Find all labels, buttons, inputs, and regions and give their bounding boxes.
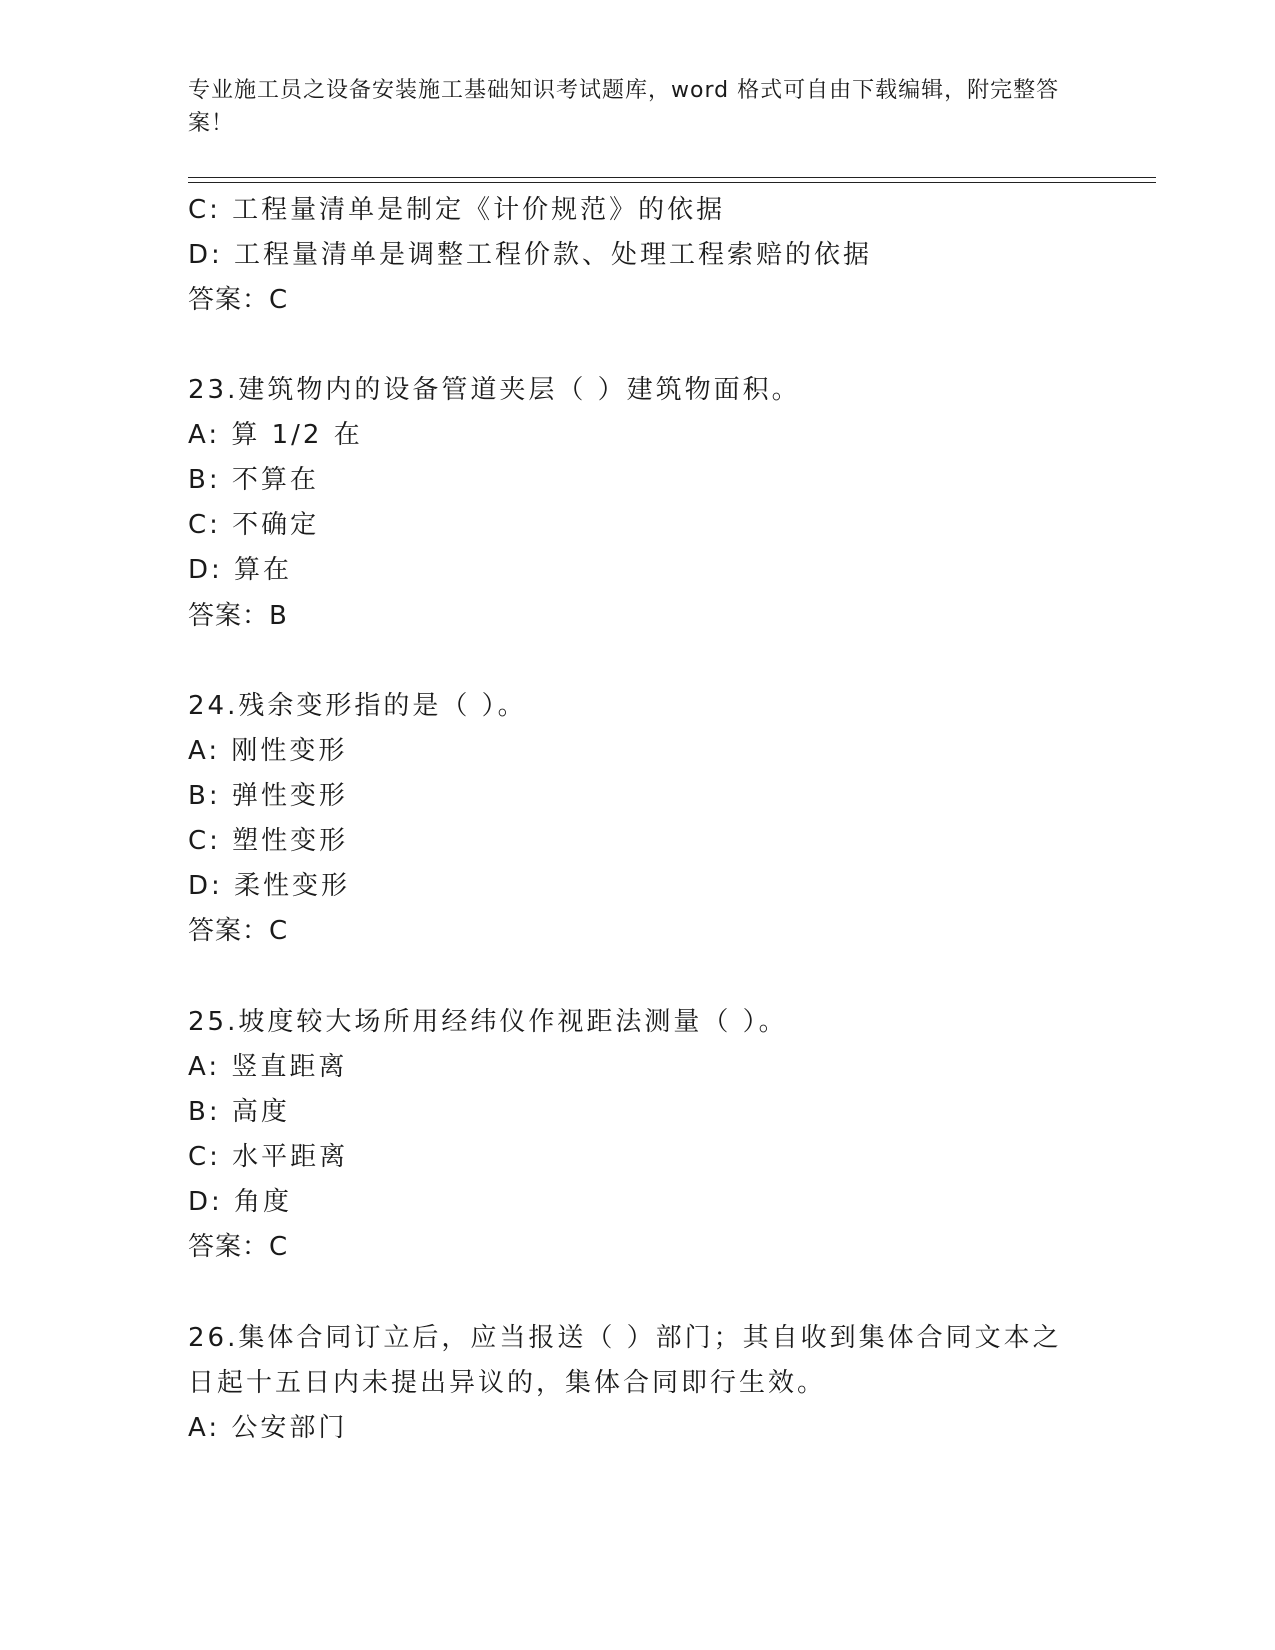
option-c: C: 不确定 bbox=[188, 510, 320, 540]
question-24: 24.残余变形指的是（ ）。 bbox=[188, 691, 527, 721]
option-a: A: 刚性变形 bbox=[188, 736, 348, 766]
option-c: C: 塑性变形 bbox=[188, 826, 349, 856]
header-rule-top bbox=[188, 177, 1156, 178]
header-rule-bottom bbox=[188, 182, 1156, 183]
option-a: A: 算 1/2 在 bbox=[188, 420, 363, 450]
option-d: D: 角度 bbox=[188, 1187, 293, 1217]
question-26: 26.集体合同订立后，应当报送（ ）部门；其自收到集体合同文本之 bbox=[188, 1323, 1062, 1353]
option-d: D: 工程量清单是调整工程价款、处理工程索赔的依据 bbox=[188, 240, 873, 270]
question-26-continued: 日起十五日内未提出异议的，集体合同即行生效。 bbox=[188, 1368, 827, 1398]
option-a: A: 竖直距离 bbox=[188, 1052, 348, 1082]
answer: 答案：B bbox=[188, 601, 288, 631]
option-d: D: 算在 bbox=[188, 555, 293, 585]
option-a: A: 公安部门 bbox=[188, 1413, 348, 1443]
document-header: 专业施工员之设备安装施工基础知识考试题库，word 格式可自由下载编辑，附完整答案！ bbox=[188, 78, 1060, 136]
option-d: D: 柔性变形 bbox=[188, 871, 351, 901]
answer: 答案：C bbox=[188, 285, 289, 315]
answer: 答案：C bbox=[188, 916, 289, 946]
option-c: C: 水平距离 bbox=[188, 1142, 349, 1172]
answer: 答案：C bbox=[188, 1232, 289, 1262]
option-b: B: 高度 bbox=[188, 1097, 290, 1127]
question-23: 23.建筑物内的设备管道夹层（ ）建筑物面积。 bbox=[188, 375, 801, 405]
question-25: 25.坡度较大场所用经纬仪作视距法测量（ ）。 bbox=[188, 1007, 788, 1037]
option-c: C: 工程量清单是制定《计价规范》的依据 bbox=[188, 195, 726, 225]
option-b: B: 弹性变形 bbox=[188, 781, 348, 811]
option-b: B: 不算在 bbox=[188, 465, 319, 495]
